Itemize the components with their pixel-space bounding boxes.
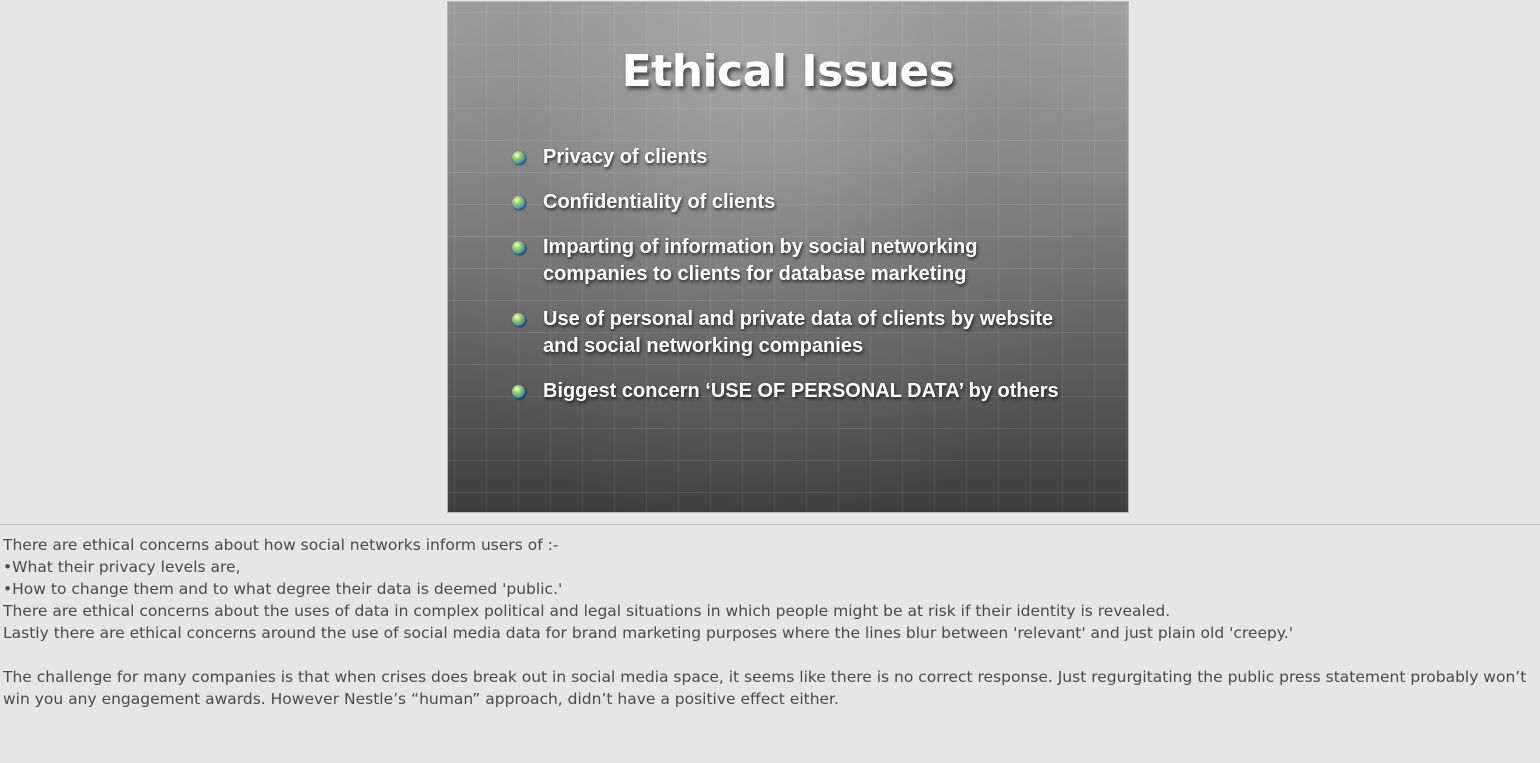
notes-line: There are ethical concerns about the uses of data in complex political and legal situations in which people might be at risk if their identity is revealed.	[3, 602, 1171, 620]
slide-bullet	[512, 234, 1082, 288]
globe-bullet-icon	[512, 241, 525, 254]
slide-title: Ethical Issues	[621, 46, 955, 97]
slide-bullet-text-line: Use of personal and private data of clients by website	[543, 308, 1054, 330]
notes-line: There are ethical concerns about how social networks inform users of :-	[3, 536, 559, 554]
notes-paragraph: The challenge for many companies is that when crises does break out in social media space, it seems like there is no correct response. Just regurgitating the public press statement probably won’t win you any engagement awards. However Nestle’s “human” approach, didn’t have a positive effect either.	[3, 668, 1527, 708]
slide-bullet-text: Biggest concern ‘USE OF PERSONAL DATA’ by others	[543, 380, 1059, 402]
slide-preview[interactable]	[447, 1, 1129, 513]
slide-bullet-text: Privacy of clients	[543, 146, 708, 168]
notes-line: •What their privacy levels are,	[3, 558, 241, 576]
notes-line: Lastly there are ethical concerns around the use of social media data for brand marketing purposes where the lines blur between 'relevant' and just plain old 'creepy.'	[3, 624, 1293, 642]
slide-bullet	[512, 189, 1082, 216]
speaker-notes-pane[interactable]	[3, 534, 1538, 710]
globe-bullet-icon	[512, 151, 525, 164]
notes-line: •How to change them and to what degree their data is deemed 'public.'	[3, 580, 563, 598]
slide-bullet-text: Confidentiality of clients	[543, 191, 776, 213]
slide-bullet-list	[512, 144, 1082, 423]
slide-bullet	[512, 144, 1082, 171]
notes-divider[interactable]	[0, 524, 1540, 525]
slide-bullet-text-line: and social networking companies	[543, 335, 864, 357]
slide-bullet-text-line: companies to clients for database marketing	[543, 263, 967, 285]
slide-bullet	[512, 378, 1082, 405]
globe-bullet-icon	[512, 196, 525, 209]
notes-blank-line	[3, 644, 1538, 666]
globe-bullet-icon	[512, 313, 525, 326]
globe-bullet-icon	[512, 385, 525, 398]
slide-bullet	[512, 306, 1082, 360]
slide-bullet-text-line: Imparting of information by social networking	[543, 236, 978, 258]
